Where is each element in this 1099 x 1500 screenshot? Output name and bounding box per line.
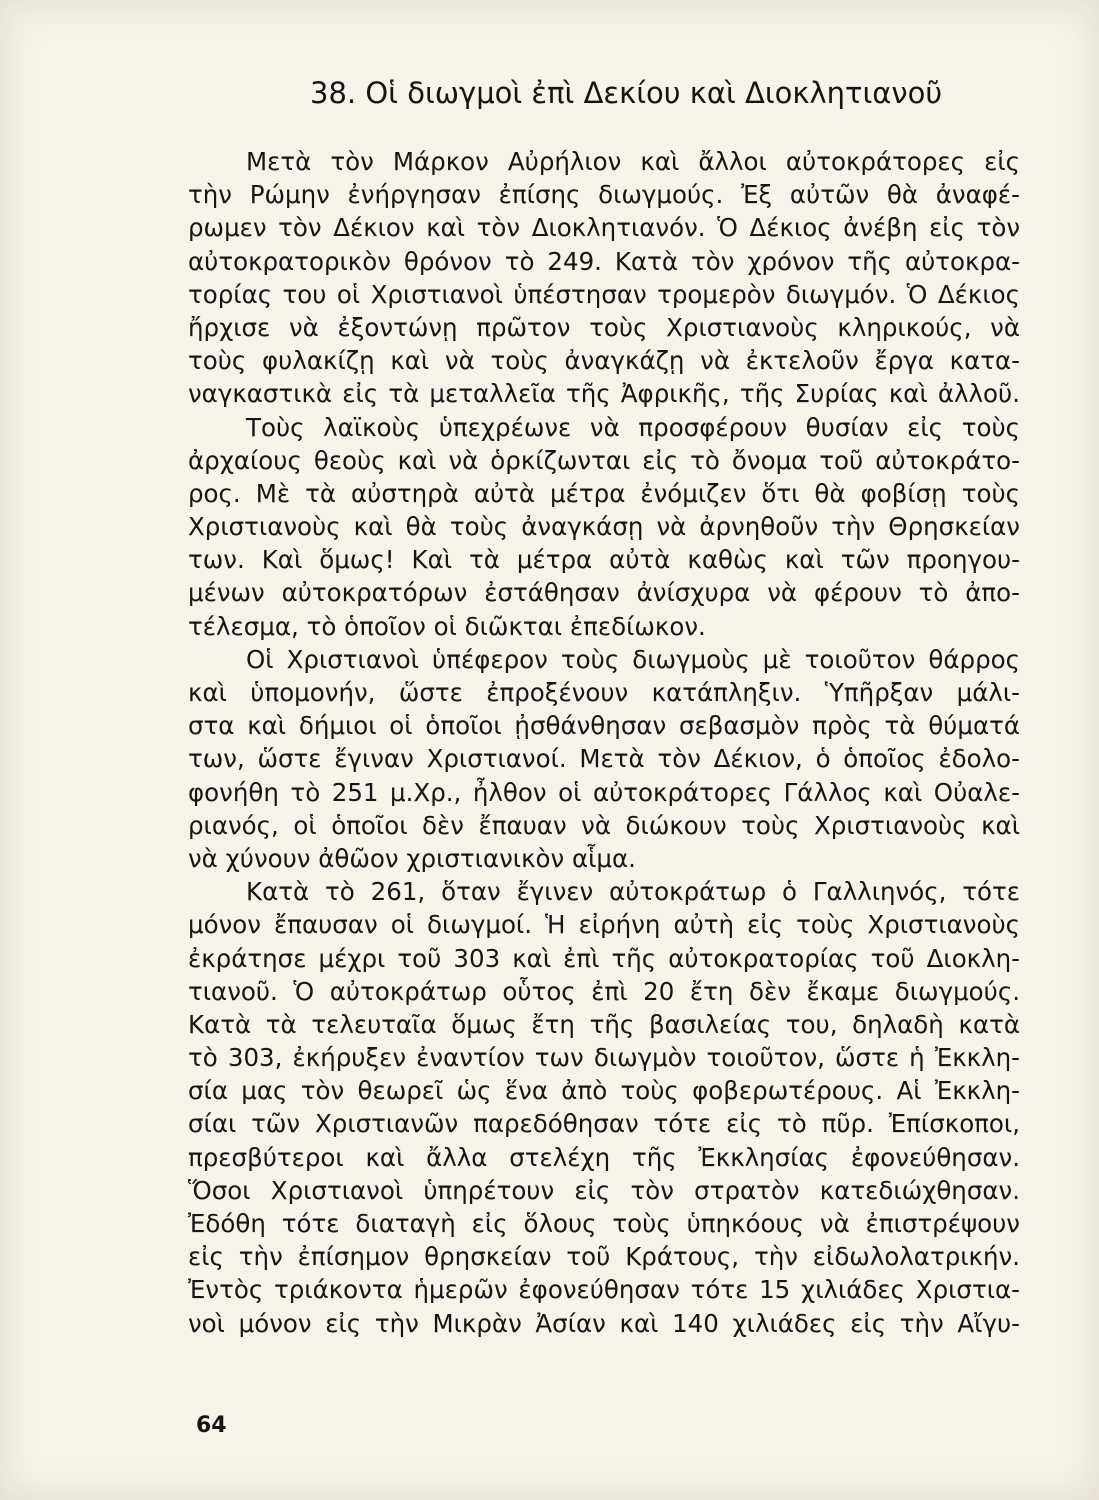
text-line: σία μας τὸν θεωρεῖ ὡς ἕνα ἀπὸ τοὺς φοβερωτέρους. Αἱ Ἐκκλη- xyxy=(188,1076,1020,1106)
text-line: Χριστιανοὺς καὶ θὰ τοὺς ἀναγκάσῃ νὰ ἀρνηθοῦν τὴν Θρησκείαν xyxy=(188,512,1020,542)
page-number: 64 xyxy=(196,1413,227,1438)
text-line: των. Καὶ ὅμως! Καὶ τὰ μέτρα αὐτὰ καθὼς καὶ τῶν προηγου- xyxy=(188,545,1020,575)
text-line: ριανός, οἱ ὁποῖοι δὲν ἔπαυαν νὰ διώκουν τοὺς Χριστιανοὺς καὶ xyxy=(188,810,1020,840)
text-line: νοὶ μόνον εἰς τὴν Μικρὰν Ἀσίαν καὶ 140 χιλιάδες εἰς τὴν Αἴγυ- xyxy=(188,1308,1020,1338)
text-line: Τοὺς λαϊκοὺς ὑπεχρέωνε νὰ προσφέρουν θυσίαν εἰς τοὺς xyxy=(246,412,1020,442)
text-line: καὶ ὑπομονήν, ὥστε ἐπροξένουν κατάπληξιν. Ὑπῆρξαν μάλι- xyxy=(188,678,1020,707)
chapter-title: 38. Οἱ διωγμοὶ ἐπὶ Δεκίου καὶ Διοκλητιανοῦ xyxy=(310,76,943,110)
text-line: Ἐδόθη τότε διαταγὴ εἰς ὅλους τοὺς ὑπηκόους νὰ ἐπιστρέψουν xyxy=(188,1209,1020,1238)
text-line: Μετὰ τὸν Μάρκον Αὐρήλιον καὶ ἄλλοι αὐτοκράτορες εἰς xyxy=(246,147,1020,176)
text-line: τέλεσμα, τὸ ὁποῖον οἱ διῶκται ἐπεδίωκον. xyxy=(188,611,706,641)
text-line: Κατὰ τὰ τελευταῖα ὅμως ἔτη τῆς βασιλείας του, δηλαδὴ κατὰ xyxy=(188,1009,1020,1039)
text-line: σίαι τῶν Χριστιανῶν παρεδόθησαν τότε εἰς τὸ πῦρ. Ἐπίσκοποι, xyxy=(188,1109,1020,1139)
text-line: τορίας του οἱ Χριστιανοὶ ὑπέστησαν τρομερὸν διωγμόν. Ὁ Δέκιος xyxy=(188,279,1020,309)
text-line: αὐτοκρατορικὸν θρόνον τὸ 249. Κατὰ τὸν χρόνον τῆς αὐτοκρα- xyxy=(188,246,1020,276)
text-line: τὸ 303, ἐκήρυξεν ἐναντίον των διωγμὸν τοιοῦτον, ὥστε ἡ Ἐκκλη- xyxy=(188,1043,1020,1073)
text-line: στα καὶ δήμιοι οἱ ὁποῖοι ᾐσθάνθησαν σεβασμὸν πρὸς τὰ θύματά xyxy=(188,711,1020,741)
text-line: ἀρχαίους θεοὺς καὶ νὰ ὁρκίζωνται εἰς τὸ ὄνομα τοῦ αὐτοκράτο- xyxy=(188,445,1020,475)
text-line: τιανοῦ. Ὁ αὐτοκράτωρ οὗτος ἐπὶ 20 ἔτη δὲν ἔκαμε διωγμούς. xyxy=(188,976,1020,1006)
text-line: νὰ χύνουν ἀθῶον χριστιανικὸν αἷμα. xyxy=(188,843,636,873)
text-line: μόνον ἔπαυσαν οἱ διωγμοί. Ἡ εἰρήνη αὐτὴ εἰς τοὺς Χριστιανοὺς xyxy=(188,910,1020,940)
text-line: εἰς τὴν ἐπίσημον θρησκείαν τοῦ Κράτους, τὴν εἰδωλολατρικήν. xyxy=(188,1242,1020,1272)
text-line: ρος. Μὲ τὰ αὐστηρὰ αὐτὰ μέτρα ἐνόμιζεν ὅτι θὰ φοβίσῃ τοὺς xyxy=(188,478,1020,508)
text-line: ρωμεν τὸν Δέκιον καὶ τὸν Διοκλητιανόν. Ὁ Δέκιος ἀνέβη εἰς τὸν xyxy=(188,213,1020,243)
text-line: Ὅσοι Χριστιανοὶ ὑπηρέτουν εἰς τὸν στρατὸν κατεδιώχθησαν. xyxy=(188,1175,1020,1205)
text-line: Ἐντὸς τριάκοντα ἡμερῶν ἐφονεύθησαν τότε 15 χιλιάδες Χριστια- xyxy=(188,1275,1020,1305)
body-text xyxy=(188,145,1020,1340)
text-line: πρεσβύτεροι καὶ ἄλλα στελέχη τῆς Ἐκκλησίας ἐφονεύθησαν. xyxy=(188,1142,1020,1172)
text-line: τοὺς φυλακίζῃ καὶ νὰ τοὺς ἀναγκάζῃ νὰ ἐκτελοῦν ἔργα κατα- xyxy=(188,346,1020,376)
text-line: των, ὥστε ἔγιναν Χριστιανοί. Μετὰ τὸν Δέκιον, ὁ ὁποῖος ἐδολο- xyxy=(188,744,1020,774)
text-line: μένων αὐτοκρατόρων ἐστάθησαν ἀνίσχυρα νὰ φέρουν τὸ ἀπο- xyxy=(188,578,1020,608)
text-line: ἐκράτησε μέχρι τοῦ 303 καὶ ἐπὶ τῆς αὐτοκρατορίας τοῦ Διοκλη- xyxy=(188,943,1020,973)
text-line: φονήθη τὸ 251 μ.Χρ., ἦλθον οἱ αὐτοκράτορες Γάλλος καὶ Οὐαλε- xyxy=(188,777,1020,807)
text-line: τὴν Ρώμην ἐνήργησαν ἐπίσης διωγμούς. Ἐξ αὐτῶν θὰ ἀναφέ- xyxy=(188,180,1020,210)
text-line: Οἱ Χριστιανοὶ ὑπέφερον τοὺς διωγμοὺς μὲ τοιοῦτον θάρρος xyxy=(246,644,1020,674)
text-line: ἤρχισε νὰ ἐξοντώνῃ πρῶτον τοὺς Χριστιανοὺς κληρικούς, νὰ xyxy=(188,312,1020,342)
text-line: Κατὰ τὸ 261, ὅταν ἔγινεν αὐτοκράτωρ ὁ Γαλλιηνός, τότε xyxy=(246,877,1020,907)
text-line: ναγκαστικὰ εἰς τὰ μεταλλεῖα τῆς Ἀφρικῆς, τῆς Συρίας καὶ ἀλλοῦ. xyxy=(188,379,1020,409)
